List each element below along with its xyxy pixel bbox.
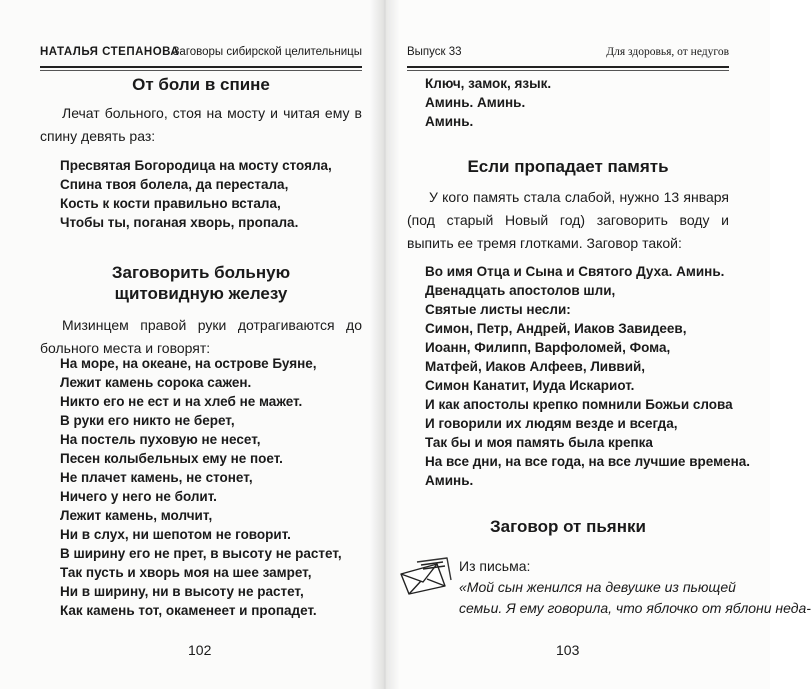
verse-block — [425, 262, 750, 490]
verse-line: Кость к кости правильно встала, — [60, 196, 281, 211]
verse-line: Так бы и моя память была крепка — [425, 435, 653, 450]
verse-block — [425, 74, 551, 131]
letter-text-line — [459, 577, 736, 598]
section-intro: Мизинцем правой руки дотрагиваются до больного места и говорят: — [40, 317, 362, 356]
verse-line: Не плачет камень, не стонет, — [60, 470, 253, 485]
verse-line: Никто его не ест и на хлеб не мажет. — [60, 394, 303, 409]
section-title: От боли в спине — [132, 75, 270, 94]
verse-line: Аминь. — [425, 114, 474, 129]
verse-line: И как апостолы крепко помнили Божьи слова — [425, 397, 733, 412]
verse-line: В руки его никто не берет, — [60, 413, 235, 428]
verse-line: Чтобы ты, поганая хворь, пропала. — [60, 215, 299, 230]
verse-block — [60, 156, 332, 232]
verse-line: В ширину его не прет, в высоту не растет, — [60, 546, 342, 561]
running-head-right — [407, 44, 729, 68]
running-head-left — [40, 44, 362, 68]
verse-line: На море, на океане, на острове Буяне, — [60, 356, 317, 371]
page-number: 103 — [556, 642, 580, 658]
letter-label: Из письма: — [459, 558, 531, 574]
letter-text-line — [459, 598, 811, 619]
verse-line: Двенадцать апостолов шли, — [425, 283, 616, 298]
book-gutter — [370, 0, 400, 689]
section-name: Для здоровья, от недугов — [606, 46, 729, 58]
verse-line: Лежит камень сорока сажен. — [60, 375, 252, 390]
verse-line: Песен колыбельных ему не поет. — [60, 451, 283, 466]
header-rule — [40, 70, 362, 71]
verse-line: На все дни, на все года, на все лучшие времена. — [425, 454, 750, 469]
verse-line: Аминь. Аминь. — [425, 95, 526, 110]
verse-line: Ничего у него не болит. — [60, 489, 217, 504]
verse-line: Во имя Отца и Сына и Святого Духа. Аминь. — [425, 264, 725, 279]
letter-text: семьи. Я ему говорила, что яблочко от яблони неда- — [459, 600, 811, 616]
left-page — [0, 0, 385, 689]
section-title: Заговор от пьянки — [490, 517, 646, 536]
verse-line: Иоанн, Филипп, Варфоломей, Фома, — [425, 340, 671, 355]
verse-line: Ключ, замок, язык. — [425, 76, 552, 91]
section-title — [40, 262, 362, 304]
verse-line: Спина твоя болела, да перестала, — [60, 177, 289, 192]
verse-line: Как камень тот, окаменеет и пропадет. — [60, 603, 317, 618]
author-name: НАТАЛЬЯ СТЕПАНОВА — [40, 46, 180, 58]
section-intro: У кого память стала слабой, нужно 13 января (под старый Новый год) заговорить воду и выпить ее тремя глотками. Заговор такой: — [407, 189, 729, 251]
page-number: 102 — [188, 642, 212, 658]
verse-line: Так пусть и хворь моя на шее замрет, — [60, 565, 312, 580]
section-intro: Лечат больного, стоя на мосту и читая ему в спину девять раз: — [40, 105, 362, 144]
book-title: Заговоры сибирской целительницы — [172, 46, 362, 58]
verse-line: На постель пуховую не несет, — [60, 432, 261, 447]
section-title-line: Заговорить больную — [111, 263, 291, 282]
section-title: Если пропадает память — [467, 157, 669, 176]
verse-line: Аминь. — [425, 473, 474, 488]
verse-line: Ни в слух, ни шепотом не говорит. — [60, 527, 291, 542]
verse-line: Святые листы несли: — [425, 302, 571, 317]
letter-text: «Мой сын женился на девушке из пьющей — [459, 579, 736, 595]
verse-line: Симон, Петр, Андрей, Иаков Завидеев, — [425, 321, 687, 336]
header-rule — [407, 70, 729, 71]
verse-line: Матфей, Иаков Алфеев, Ливвий, — [425, 359, 646, 374]
verse-block — [60, 354, 342, 620]
verse-line: Пресвятая Богородица на мосту стояла, — [60, 158, 332, 173]
verse-line: И говорили их людям везде и всегда, — [425, 416, 678, 431]
issue-number: Выпуск 33 — [407, 46, 462, 58]
section-title-line: щитовидную железу — [114, 284, 288, 303]
envelope-letter-icon — [397, 556, 453, 596]
verse-line: Ни в ширину, ни в высоту не растет, — [60, 584, 304, 599]
verse-line: Симон Канатит, Иуда Искариот. — [425, 378, 635, 393]
verse-line: Лежит камень, молчит, — [60, 508, 213, 523]
